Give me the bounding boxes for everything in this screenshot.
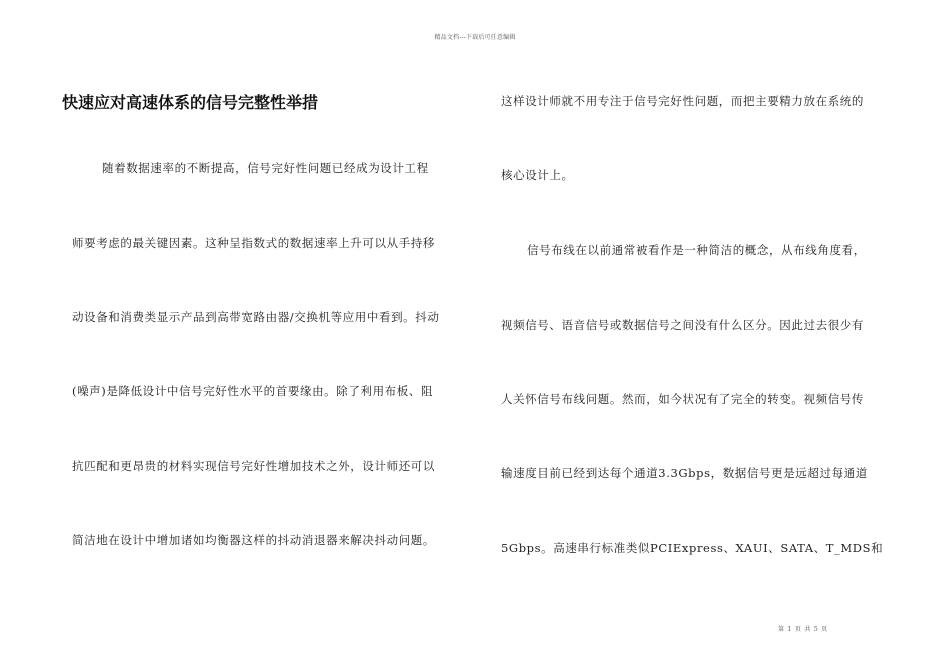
body-line: 随着数据速率的不断提高，信号完好性问题已经成为设计工程: [102, 161, 429, 175]
body-line: 视频信号、语音信号或数据信号之间没有什么区分。因此过去很少有: [501, 318, 864, 332]
body-line: 5Gbps。高速串行标准类似PCIExpress、XAUI、SATA、T_MDS和: [501, 541, 884, 555]
header-note: 精品文档---下载后可任意编辑: [434, 34, 516, 41]
body-line: 动设备和消费类显示产品到高带宽路由器/交换机等应用中看到。抖动: [72, 310, 440, 324]
body-line: 抗匹配和更昂贵的材料实现信号完好性增加技术之外，设计师还可以: [72, 459, 435, 473]
body-line: 核心设计上。: [501, 168, 574, 182]
body-line: (噪声)是降低设计中信号完好性水平的首要缘由。除了利用布板、阻: [72, 384, 434, 398]
body-line: 简洁地在设计中增加诸如均衡器这样的抖动消退器来解决抖动问题。: [72, 533, 435, 547]
body-line: 师要考虑的最关键因素。这种呈指数式的数据速率上升可以从手持移: [72, 236, 435, 250]
document-title: 快速应对高速体系的信号完整性举措: [62, 93, 319, 112]
body-line: 信号布线在以前通常被看作是一种简洁的概念，从布线角度看，: [527, 243, 866, 257]
body-line: 这样设计师就不用专注于信号完好性问题，而把主要精力放在系统的: [501, 94, 864, 108]
body-line: 输速度目前已经到达每个通道3.3Gbps，数据信号更是远超过每通道: [501, 466, 868, 480]
body-line: 人关怀信号布线问题。然而，如今状况有了完全的转变。视频信号传: [501, 392, 864, 406]
page-number: 第 1 页 共 5 页: [778, 626, 828, 633]
